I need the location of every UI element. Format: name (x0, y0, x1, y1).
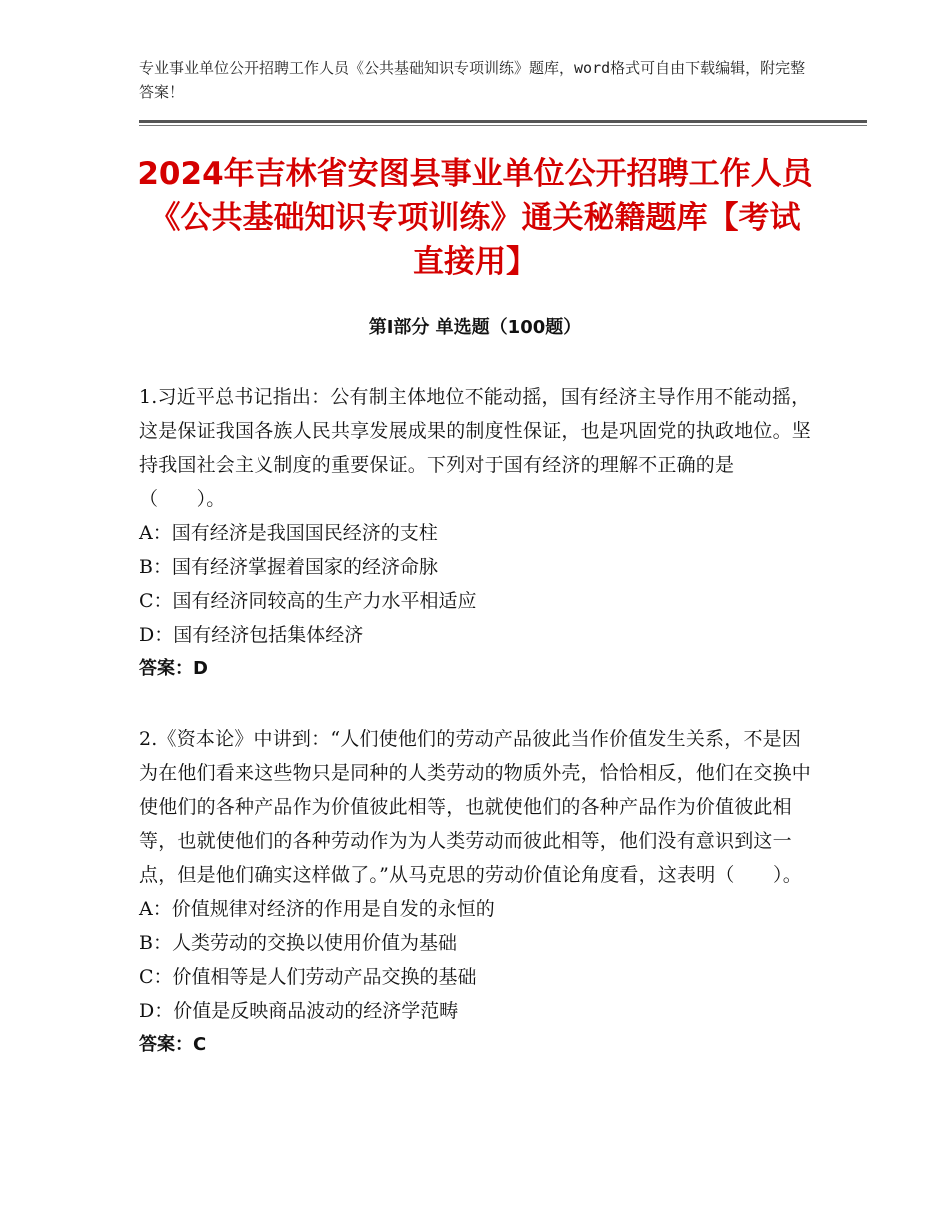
option-b: B：人类劳动的交换以使用价值为基础 (139, 932, 457, 954)
option-a: A：价值规律对经济的作用是自发的永恒的 (139, 898, 495, 920)
option-a: A：国有经济是我国国民经济的支柱 (139, 522, 438, 544)
section-heading: 第Ⅰ部分 单选题（100题） (368, 317, 582, 338)
option-c: C：价值相等是人们劳动产品交换的基础 (139, 966, 477, 988)
header-note: 专业事业单位公开招聘工作人员《公共基础知识专项训练》题库，word格式可自由下载编辑，附完整答案！ (139, 59, 806, 101)
question-stem: 1.习近平总书记指出：公有制主体地位不能动摇，国有经济主导作用不能动摇，这是保证我国各族人民共享发展成果的制度性保证，也是巩固党的执政地位。坚持我国社会主义制度的重要保证。下列对于国有经济的理解不正确的是（ ）。 (139, 386, 812, 510)
question-2 (139, 722, 811, 1062)
option-c: C：国有经济同较高的生产力水平相适应 (139, 590, 477, 612)
option-d: D：价值是反映商品波动的经济学范畴 (139, 1000, 459, 1022)
answer: 答案：D (139, 658, 208, 679)
question-1 (139, 380, 811, 686)
answer: 答案：C (139, 1034, 207, 1055)
question-stem: 2.《资本论》中讲到：“人们使他们的劳动产品彼此当作价值发生关系，不是因为在他们看来这些物只是同种的人类劳动的物质外壳，恰恰相反，他们在交换中使他们的各种产品作为价值彼此相等，也就使他们的各种产品作为价值彼此相等，也就使他们的各种劳动作为为人类劳动而彼此相等，他们没有意识到这一点，但是他们确实这样做了。”从马克思的劳动价值论角度看，这表明（ ）。 (139, 728, 812, 886)
header-divider (139, 120, 867, 123)
option-b: B：国有经济掌握着国家的经济命脉 (139, 556, 438, 578)
option-d: D：国有经济包括集体经济 (139, 624, 364, 646)
header-divider-thin (139, 125, 867, 126)
document-title: 2024年吉林省安图县事业单位公开招聘工作人员《公共基础知识专项训练》通关秘籍题库【考试直接用】 (137, 156, 813, 280)
